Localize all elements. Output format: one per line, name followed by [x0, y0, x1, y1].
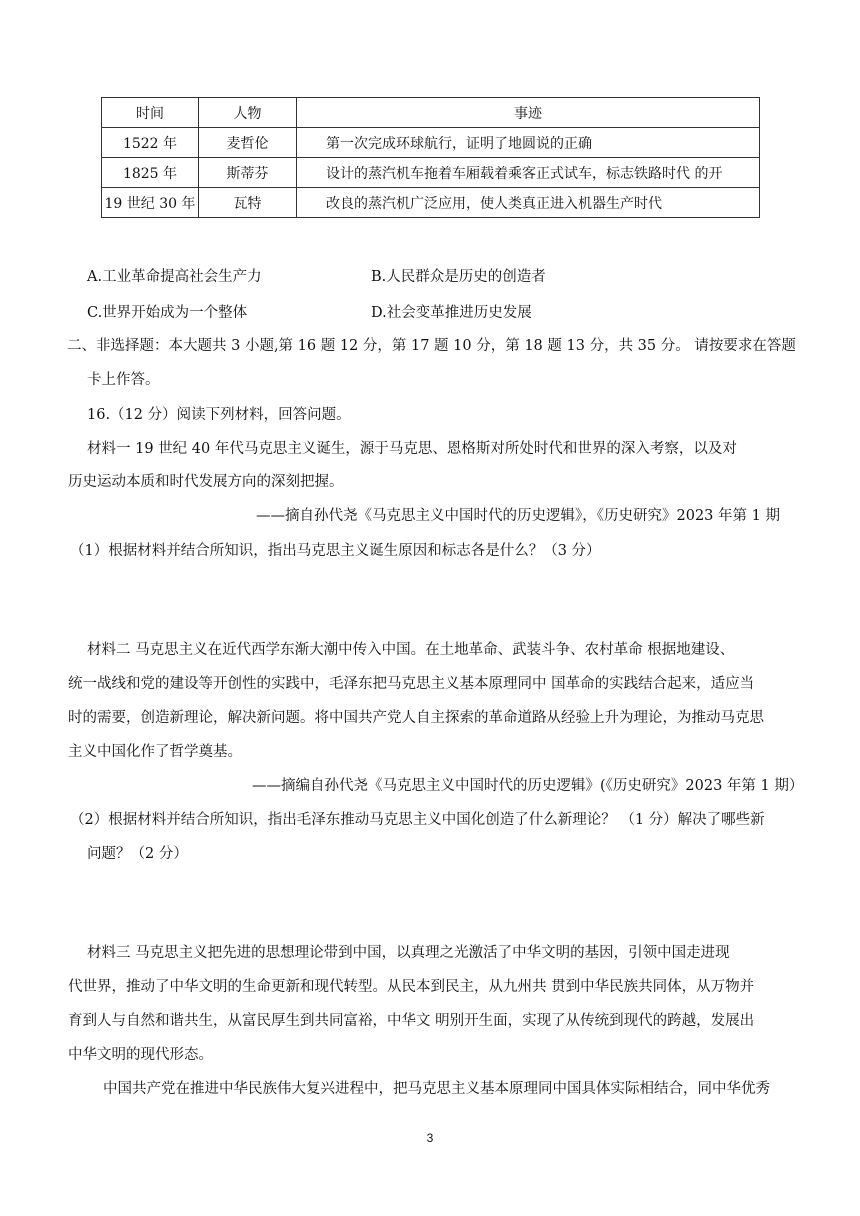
cell-time: 19 世纪 30 年: [102, 188, 199, 218]
history-figures-table: [101, 97, 760, 218]
table-row: [102, 158, 760, 188]
option-c: C.世界开始成为一个整体: [87, 305, 248, 321]
option-b: B.人民群众是历史的创造者: [371, 269, 546, 285]
cell-person: 斯蒂芬: [199, 158, 297, 188]
material-3-text: 材料三 马克思主义把先进的思想理论带到中国，以真理之光激活了中华文明的基因，引领中国走进现: [87, 945, 730, 961]
sub-question-2: （2）根据材料并结合所知识，指出毛泽东推动马克思主义中国化创造了什么新理论？ （1 分）解决了哪些新: [70, 812, 765, 828]
cell-deed: 设计的蒸汽机车拖着车厢载着乘客正式试车，标志铁路时代 的开: [297, 158, 760, 188]
question-16-title: 16.（12 分）阅读下列材料，回答问题。: [87, 407, 351, 423]
sub-question-2-cont: 问题？（2 分）: [87, 846, 188, 862]
sub-question-1: （1）根据材料并结合所知识，指出马克思主义诞生原因和标志各是什么？（3 分）: [70, 543, 601, 559]
material-2-source: ——摘编自孙代尧《马克思主义中国时代的历史逻辑》(《历史研究》2023 年第 1 期）: [252, 778, 804, 794]
cell-deed: 第一次完成环球航行，证明了地圆说的正确: [297, 128, 760, 158]
material-1-text: 历史运动本质和时代发展方向的深刻把握。: [68, 474, 344, 490]
table-row: [102, 128, 760, 158]
material-2-text: 材料二 马克思主义在近代西学东渐大潮中传入中国。在土地革命、武装斗争、农村革命 根据地建设、: [87, 642, 735, 658]
material-3-text: 育到人与自然和谐共生，从富民厚生到共同富裕，中华文 明别开生面，实现了从传统到现代的跨越，发展出: [68, 1013, 755, 1029]
section-heading: 二、非选择题：本大题共 3 小题,第 16 题 12 分，第 17 题 10 分，第 18 题 13 分，共 35 分。 请按要求在答题: [67, 338, 796, 354]
page-number: 3: [426, 1131, 434, 1145]
header-person: 人物: [199, 98, 297, 128]
header-time: 时间: [102, 98, 199, 128]
table-header-row: [102, 98, 760, 128]
material-1-text: 材料一 19 世纪 40 年代马克思主义诞生，源于马克思、恩格斯对所处时代和世界的深入考察，以及对: [87, 441, 737, 457]
material-3-text: 中华文明的现代形态。: [68, 1047, 213, 1063]
cell-person: 麦哲伦: [199, 128, 297, 158]
material-2-text: 时的需要，创造新理论，解决新问题。将中国共产党人自主探索的革命道路从经验上升为理论，为推动马克思: [68, 710, 764, 726]
material-1-source: ——摘自孙代尧《马克思主义中国时代的历史逻辑》，《历史研究》2023 年第 1 期: [256, 508, 780, 524]
material-2-text: 统一战线和党的建设等开创性的实践中，毛泽东把马克思主义基本原理同中 国革命的实践结合起来，适应当: [68, 676, 755, 692]
option-a: A.工业革命提高社会生产力: [87, 269, 262, 285]
material-3-text: 中国共产党在推进中华民族伟大复兴进程中，把马克思主义基本原理同中国具体实际相结合，同中华优秀: [103, 1081, 770, 1097]
option-d: D.社会变革推进历史发展: [371, 305, 532, 321]
table-row: [102, 188, 760, 218]
header-deed: 事迹: [297, 98, 760, 128]
cell-time: 1825 年: [102, 158, 199, 188]
cell-time: 1522 年: [102, 128, 199, 158]
section-heading-cont: 卡上作答。: [87, 372, 160, 388]
material-3-text: 代世界，推动了中华文明的生命更新和现代转型。从民本到民主，从九州共 贯到中华民族共同体，从万物并: [68, 979, 755, 995]
cell-person: 瓦特: [199, 188, 297, 218]
material-2-text: 主义中国化作了哲学奠基。: [68, 744, 242, 760]
cell-deed: 改良的蒸汽机广泛应用，使人类真正进入机器生产时代: [297, 188, 760, 218]
